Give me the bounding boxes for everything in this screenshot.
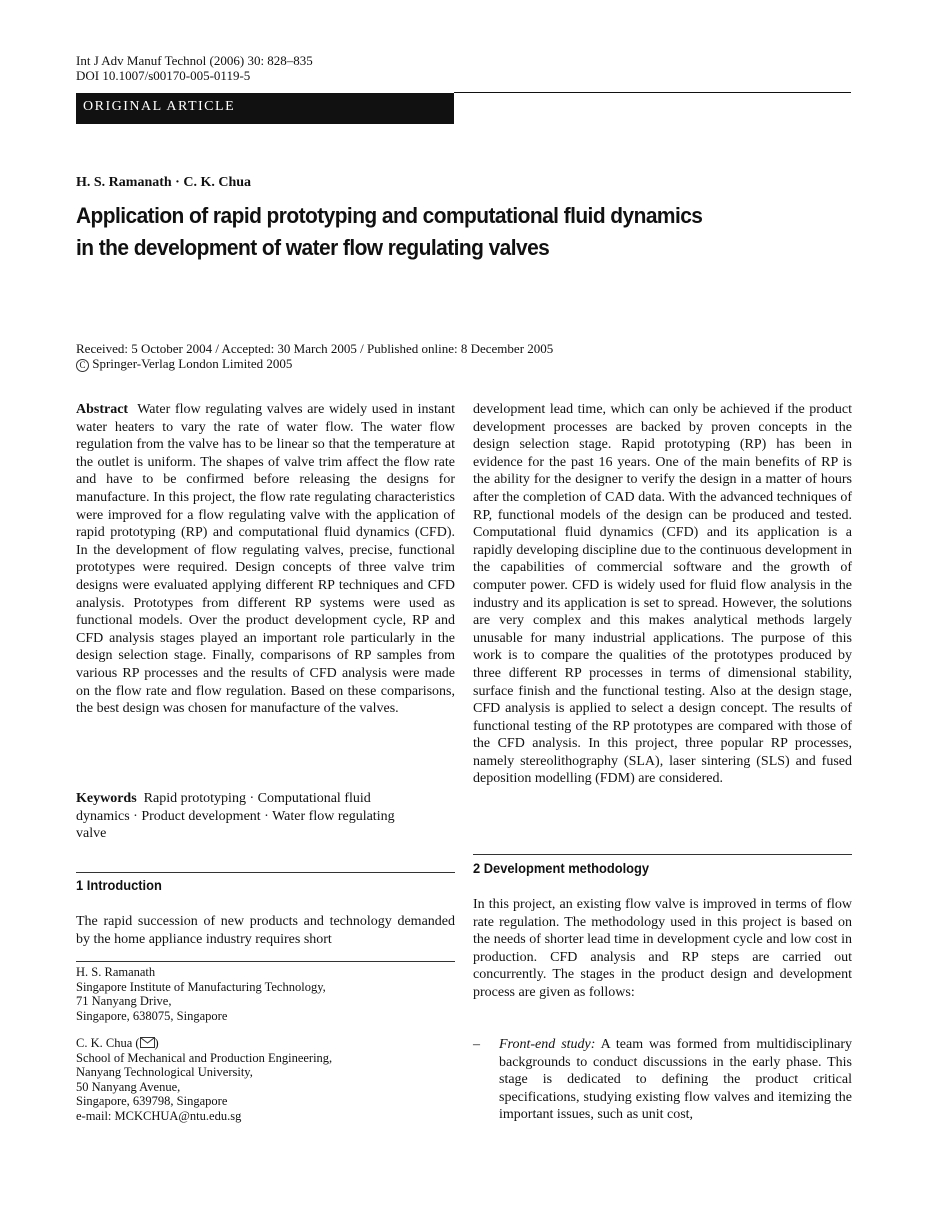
abstract — [76, 401, 455, 718]
list-item — [473, 1036, 852, 1124]
keywords-line-2: dynamics · Product development · Water flow regulating — [76, 808, 395, 824]
envelope-icon — [140, 1037, 155, 1048]
header-rule — [454, 92, 851, 93]
copyright-icon: C — [76, 359, 89, 372]
keywords-line-1: Rapid prototyping · Computational fluid — [143, 791, 371, 806]
affiliation-1-line: 71 Nanyang Drive, — [76, 994, 172, 1009]
affiliation-1-line: Singapore, 638075, Singapore — [76, 1008, 228, 1023]
section-rule — [473, 854, 852, 855]
title-line-2: in the development of water flow regulating valves — [76, 235, 550, 260]
received-dates: Received: 5 October 2004 / Accepted: 30 March 2005 / Published online: 8 December 2005 — [76, 341, 554, 356]
affiliation-2-name: C. K. Chua ( — [76, 1036, 140, 1050]
abstract-text: Water flow regulating valves are widely used in instant water heaters to vary the rate of water flow. The water flow regulation from the valve has to be linear so that the temperature at the outlet is uniform. The shapes of valve trim affect the flow rate and have to be confirmed before releasing the designs for manufacture. In this project, the flow rate regulating characteristics were improved for a flow regulating valve with the application of rapid prototyping (RP) and computational fluid dynamics (CFD). In the development of flow regulating valves, precise, functional prototypes were required. Design concepts of three valve trim designs were evaluated applying different RP techniques and CFD analysis. Prototypes from different RP systems were used as functional models. Over the product development cycle, RP and CFD analysis stages played an important role particularly in the design selection stage. Finally, comparisons of RP samples from various RP processes and the results of CFD analysis were made on the flow rate and flow regulation. Based on these comparisons, the best design was chosen for manufacture of the valves. — [76, 402, 455, 717]
affiliation-1 — [76, 965, 455, 1023]
publication-history — [76, 341, 553, 372]
copyright-text: Springer-Verlag London Limited 2005 — [92, 356, 293, 371]
footnote-rule — [76, 961, 455, 962]
title-line-1: Application of rapid prototyping and computational fluid dynamics — [76, 203, 703, 228]
keywords-label: Keywords — [76, 791, 137, 806]
section-rule — [76, 872, 455, 873]
journal-line-1: Int J Adv Manuf Technol (2006) 30: 828–835 — [76, 53, 313, 68]
journal-citation — [76, 53, 313, 83]
copyright-line — [76, 356, 553, 372]
introduction-continued: development lead time, which can only be achieved if the product development processes are backed by proven concepts in the design selection stage. Rapid prototyping (RP) has been in evidence for the past 16 years. One of the main benefits of RP is the ability for the designer to verify the design in a matter of hours after the completion of CAD data. With the advanced techniques of RP, functional models of the design can be produced and tested. Computational fluid dynamics (CFD) and its application is a rapidly developing discipline due to the continuous development in the capabilities of commercial software and the growth of computer power. CFD is widely used for fluid flow analysis in the industry and its application is set to spread. However, the solutions are very complex and this makes analytical methods largely unusable for many industrial applications. The purpose of this work is to compare the qualities of the prototypes produced by three different RP processes in terms of dimensional stability, surface finish and the functional testing. Also at the design stage, CFD analysis is applied to select a design concept. The results of functional testing of the RP prototypes are compared with those of the CFD analysis. In this project, three popular RP processes, namely stereolithography (SLA), laser sintering (SLS) and fused deposition modelling (FDM) are considered. — [473, 402, 852, 787]
paper-title — [76, 200, 783, 264]
doi-line: DOI 10.1007/s00170-005-0119-5 — [76, 68, 251, 83]
affiliation-2-line: School of Mechanical and Production Engineering, — [76, 1050, 333, 1065]
keywords — [76, 790, 455, 843]
article-type-banner: ORIGINAL ARTICLE — [76, 93, 454, 124]
abstract-label: Abstract — [76, 402, 129, 417]
affiliation-2: C. K. Chua ( ) School of Mechanical and Production Engineering, Nanyang Technological University, 50 Nanyang Avenue, Singapore, 639798, Singapore e-mail: MCKCHUA@ntu.edu.sg — [76, 1036, 455, 1124]
keywords-line-3: valve — [76, 826, 107, 842]
affiliation-2-line: Singapore, 639798, Singapore — [76, 1094, 228, 1109]
affiliation-1-line: Singapore Institute of Manufacturing Technology, — [76, 979, 326, 994]
affiliation-2-line: Nanyang Technological University, — [76, 1065, 253, 1080]
affiliation-1-name: H. S. Ramanath — [76, 965, 156, 979]
list-dash: – — [473, 1037, 480, 1052]
section-heading-methodology: 2 Development methodology — [473, 860, 650, 876]
affiliation-2-line: 50 Nanyang Avenue, — [76, 1079, 181, 1094]
introduction-text: The rapid succession of new products and technology demanded by the home appliance industry requires short — [76, 914, 455, 947]
methodology-text: In this project, an existing flow valve is improved in terms of flow rate regulation. The methodology used in this project is based on the needs of shorter lead time in development cycle and low cost in production. CFD analysis and RP steps are carried out concurrently. The stages in the product design and development process are given as follows: — [473, 897, 852, 1000]
list-item-label: Front-end study: — [499, 1037, 596, 1052]
affiliation-2-email: e-mail: MCKCHUA@ntu.edu.sg — [76, 1108, 242, 1123]
authors: H. S. Ramanath · C. K. Chua — [76, 175, 252, 190]
section-heading-introduction: 1 Introduction — [76, 877, 162, 893]
list-item-text: A team was formed from multidisciplinary backgrounds to conduct discussions in the early phase. This stage is dedicated to defining the product critical specifications, studying existing flow valves and itemizing the important issues, such as unit cost, — [499, 1037, 852, 1123]
